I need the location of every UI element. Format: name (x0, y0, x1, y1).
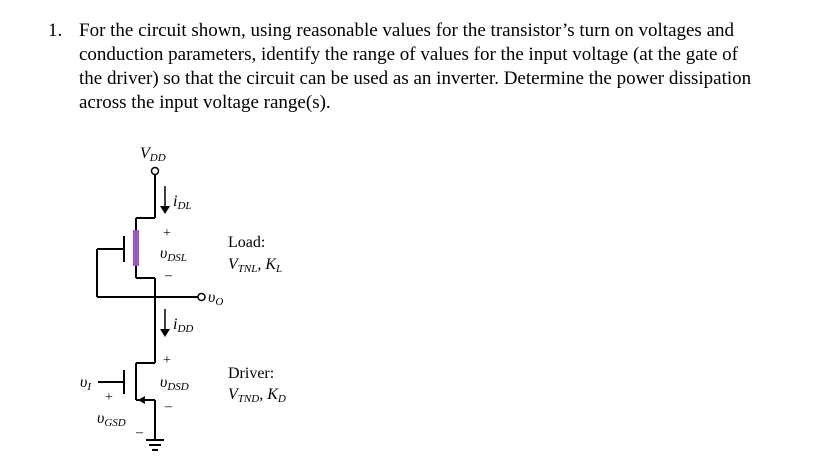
vdd-terminal (152, 168, 159, 175)
vgs-minus: – (136, 425, 143, 440)
question-line-1: For the circuit shown, using reasonable values for the transistor’s turn on voltages and (79, 20, 735, 41)
driver-current-arrowhead (160, 329, 170, 337)
load-current-label: iDL (173, 193, 192, 212)
load-info-title: Load: (228, 234, 266, 251)
load-info-params: VTNL, KL (228, 256, 283, 275)
driver-info-params: VTND, KD (228, 386, 286, 405)
load-vds-plus: + (163, 226, 171, 241)
driver-vds-label: υDSD (160, 374, 189, 393)
question-line-4: across the input voltage range(s). (79, 92, 331, 113)
output-terminal (198, 294, 205, 301)
load-vds-label: υDSL (160, 245, 187, 264)
output-label: υO (208, 289, 224, 308)
driver-current-label: iDD (173, 316, 194, 335)
load-current-arrowhead (160, 206, 170, 214)
driver-info-title: Driver: (228, 365, 275, 382)
question-number: 1. (48, 20, 63, 41)
question-line-2: conduction parameters, identify the range of values for the input voltage (at the gate of (79, 44, 738, 65)
driver-vds-minus: – (165, 399, 172, 414)
question-line-3: the driver) so that the circuit can be used as an inverter. Determine the power dissipation (79, 68, 752, 89)
input-label: υI (80, 374, 92, 393)
vgs-plus: + (105, 390, 113, 405)
driver-source-arrowhead (138, 396, 145, 404)
vgs-label: υGSD (97, 410, 126, 429)
vdd-label: VDD (140, 145, 166, 164)
driver-vds-plus: + (163, 353, 171, 368)
load-vds-minus: – (165, 268, 172, 283)
load-depletion-channel (133, 230, 139, 266)
